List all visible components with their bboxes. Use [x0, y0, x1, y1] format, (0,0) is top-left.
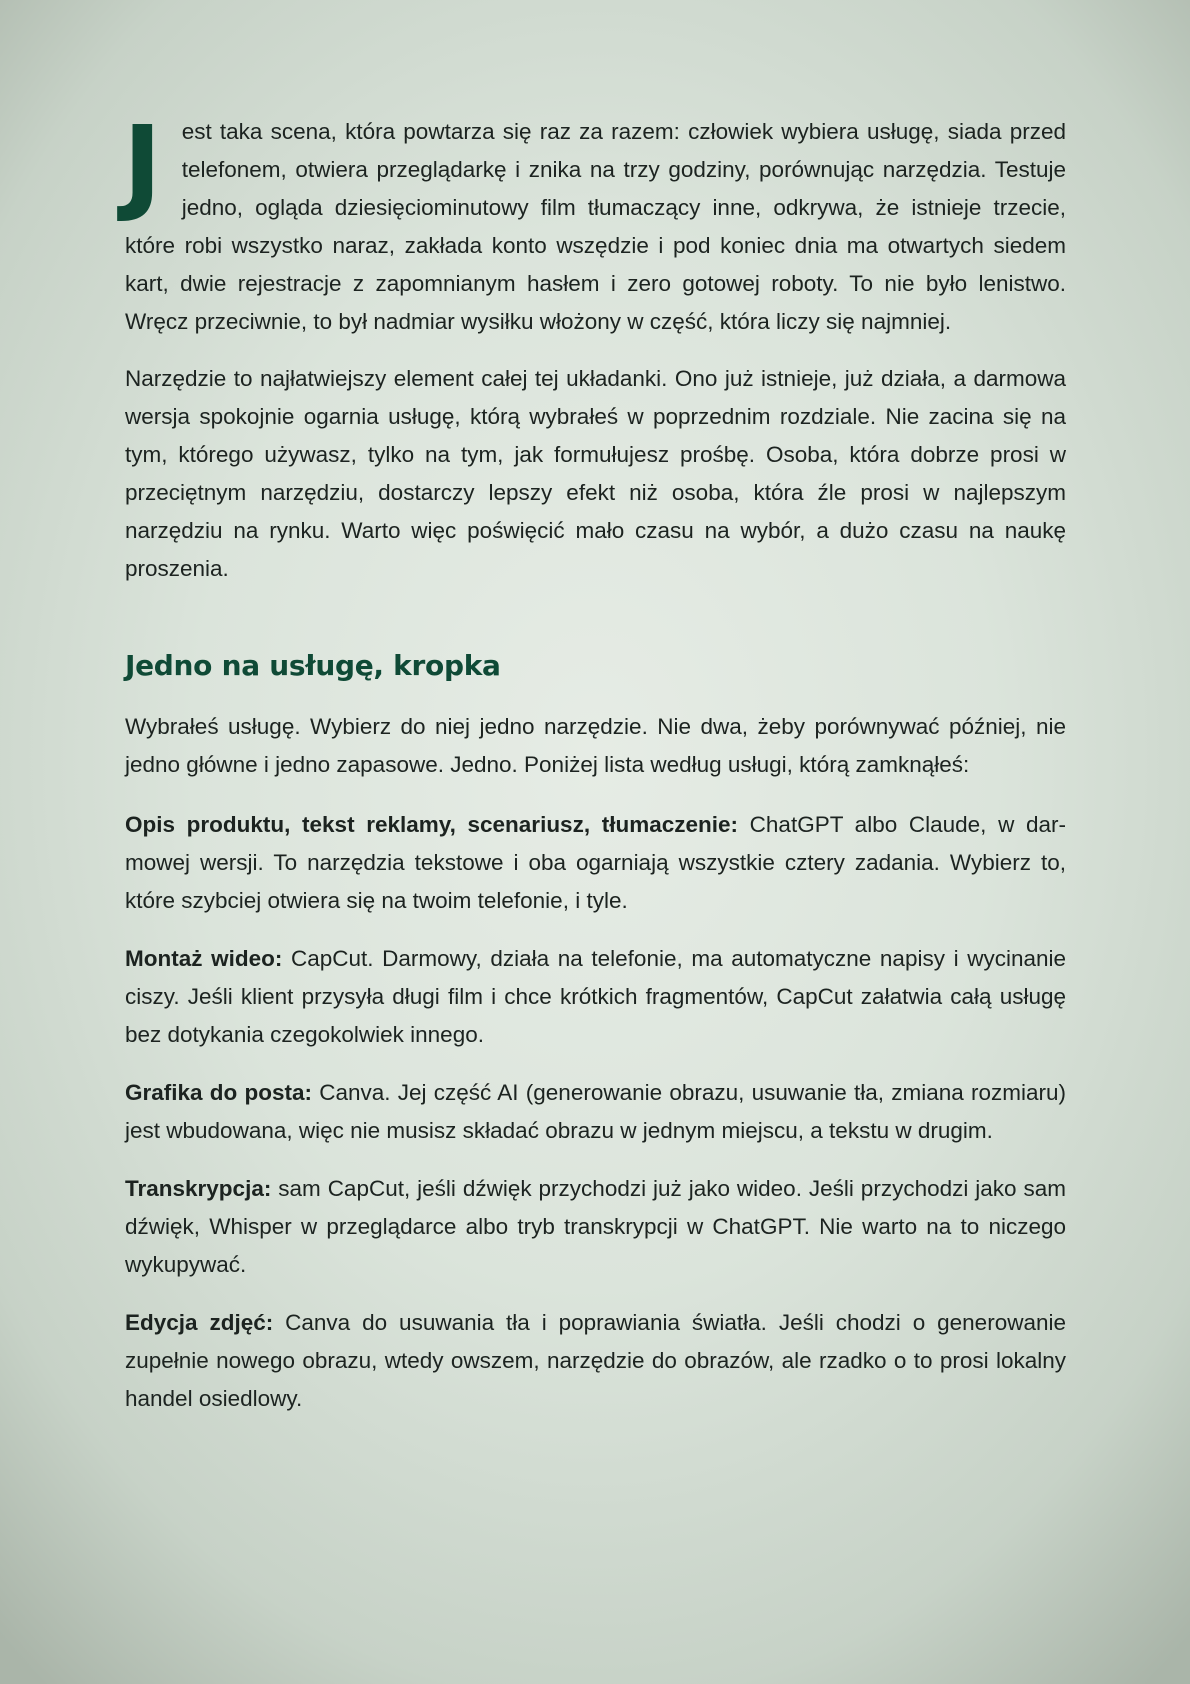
item-text: Canva. Jej część AI (generowanie obrazu, usuwanie tła, zmiana rozmiaru) jest wbudowana, więc nie musisz składać obrazu w jednym miejscu, a tekstu w drugim.	[125, 1080, 1066, 1143]
list-item-video-editing	[125, 940, 1066, 1054]
item-text: Canva do usuwania tła i poprawiania światła. Jeśli chodzi o generowanie zupełnie nowego obrazu, wtedy owszem, narzędzie do obrazów, ale rzadko o to prosi lokalny handel osiedlowy.	[125, 1310, 1066, 1411]
body-paragraph: Narzędzie to najłatwiejszy element całej tej układanki. Ono już istnieje, już działa, a darmowa wersja spokojnie ogarnia usługę, którą wybrałeś w poprzednim rozdziale. Nie zacina się na tym, którego używasz, tylko na tym, jak formułujesz prośbę. Osoba, która dobrze prosi w przeciętnym narzędziu, dostarczy lepszy efekt niż osoba, która źle prosi w najlepszym narzędziu na rynku. Warto więc poświęcić mało czasu na wybór, a dużo czasu na naukę proszenia.	[125, 366, 1066, 581]
item-term: Edycja zdjęć:	[125, 1310, 274, 1335]
intro-text: est taka scena, która powtarza się raz za razem: człowiek wybiera usługę, siada przed telefonem, otwiera przeglądarkę i znika na trzy godziny, porównując narzędzia. Testuje jedno, ogląda dziesięciominutowy film tłumaczący inne, odkrywa, że istnieje trzecie, które robi wszystko naraz, zakłada konto wszędzie i pod koniec dnia ma otwartych siedem kart, dwie rejestracje z zapomnianym hasłem i zero gotowej roboty. To nie było lenistwo. Wręcz przeciwnie, to był nadmiar wysiłku włożony w część, która liczy się najmniej.	[125, 119, 1066, 334]
section-heading-wrap	[125, 648, 1066, 684]
drop-cap: J	[123, 103, 162, 225]
item-text: sam CapCut, jeśli dźwięk przychodzi już jako wideo. Jeśli przychodzi jako sam dźwięk, Whisper w przeglądarce albo tryb transkrypcji w ChatGPT. Nie warto na to niczego wykupywać.	[125, 1176, 1066, 1277]
section-heading: Jedno na usługę, kropka	[125, 649, 501, 682]
item-term: Opis produktu, tekst reklamy, scenariusz, tłumaczenie:	[125, 812, 739, 837]
item-text: CapCut. Darmowy, działa na telefonie, ma automatyczne napisy i wycinanie ciszy. Jeśli klient przysyła długi film i chce krótkich fragmentów, CapCut załatwia całą usługę bez dotykania czegokolwiek innego.	[125, 946, 1066, 1047]
article-page	[123, 103, 1066, 1438]
item-term: Transkrypcja:	[125, 1176, 272, 1201]
list-item-post-graphics	[125, 1074, 1066, 1150]
item-term: Grafika do posta:	[125, 1080, 313, 1105]
section-lead-paragraph: Wybrałeś usługę. Wybierz do niej jedno narzędzie. Nie dwa, żeby porównywać później, nie jedno główne i jedno zapasowe. Jedno. Poniżej lista według usługi, którą zamknąłeś:	[125, 714, 1066, 777]
list-item-transcription	[125, 1170, 1066, 1284]
item-text: ChatGPT albo Claude, w darmowej wersji. To narzędzia tekstowe i oba ogarniają wszystkie cztery zadania. Wybierz to, które szybciej otwiera się na twoim telefonie, i tyle.	[125, 812, 1066, 913]
list-item-photo-editing	[125, 1304, 1066, 1418]
list-item-text-tools	[125, 806, 1066, 920]
item-term: Montaż wideo:	[125, 946, 283, 971]
intro-paragraph	[123, 103, 1066, 341]
